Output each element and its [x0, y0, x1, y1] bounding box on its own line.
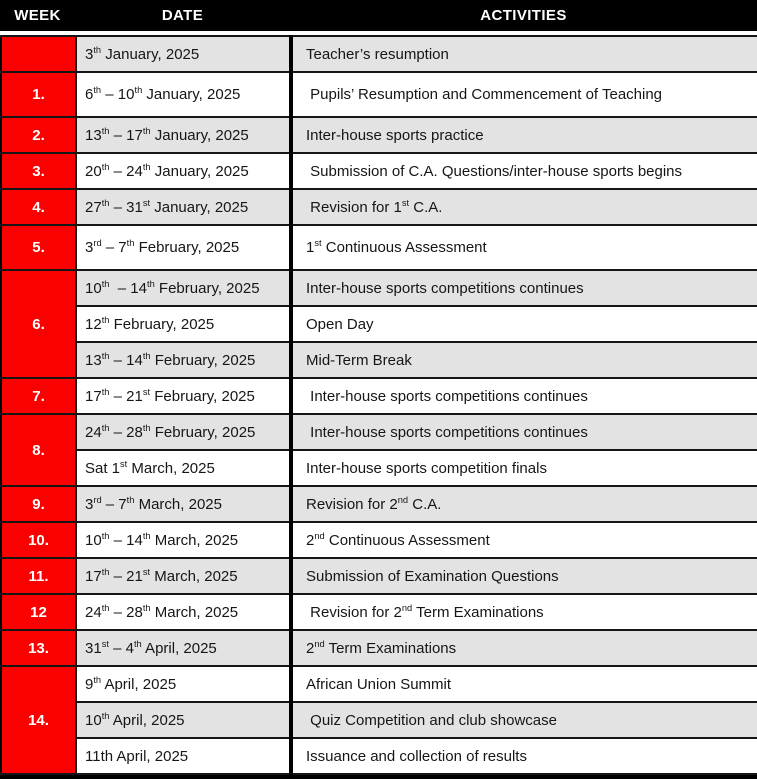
- week-cell: 5.: [1, 225, 76, 270]
- week-cell: 1.: [1, 72, 76, 117]
- date-cell: 6th – 10th January, 2025: [76, 72, 291, 117]
- activity-cell: Submission of C.A. Questions/inter-house sports begins: [291, 153, 757, 189]
- date-cell: Sat 1st March, 2025: [76, 450, 291, 486]
- date-cell: 13th – 14th February, 2025: [76, 342, 291, 378]
- table-row: [1, 594, 757, 630]
- activity-cell: 1st Continuous Assessment: [291, 225, 757, 270]
- week-cell: 13.: [1, 630, 76, 666]
- table-row: [1, 702, 757, 738]
- date-cell: 17th – 21st March, 2025: [76, 558, 291, 594]
- week-cell: 10.: [1, 522, 76, 558]
- week-cell: 4.: [1, 189, 76, 225]
- activity-cell: Teacher’s resumption: [291, 36, 757, 72]
- week-cell: 8.: [1, 414, 76, 486]
- date-cell: 10th – 14th March, 2025: [76, 522, 291, 558]
- table-row: [1, 630, 757, 666]
- table-row: [1, 72, 757, 117]
- table-row: [1, 738, 757, 774]
- date-cell: 17th – 21st February, 2025: [76, 378, 291, 414]
- table-row: [1, 117, 757, 153]
- table-row: [1, 225, 757, 270]
- date-cell: 13th – 17th January, 2025: [76, 117, 291, 153]
- activity-cell: African Union Summit: [291, 666, 757, 702]
- table-row: [1, 414, 757, 450]
- activity-cell: Inter-house sports competitions continues: [291, 378, 757, 414]
- table-row: [1, 522, 757, 558]
- table-row: [1, 486, 757, 522]
- activity-cell: Inter-house sports competition finals: [291, 450, 757, 486]
- table-row: [1, 36, 757, 72]
- table-row: [1, 450, 757, 486]
- table-header-row: [0, 0, 757, 31]
- date-cell: 9th April, 2025: [76, 666, 291, 702]
- activity-cell: Inter-house sports practice: [291, 117, 757, 153]
- table-row: [1, 270, 757, 306]
- activity-cell: Inter-house sports competitions continues: [291, 414, 757, 450]
- week-cell: 7.: [1, 378, 76, 414]
- col-header-date: DATE: [161, 7, 204, 24]
- week-cell: 3.: [1, 153, 76, 189]
- col-header-activities: ACTIVITIES: [480, 7, 567, 24]
- date-cell: 3rd – 7th February, 2025: [76, 225, 291, 270]
- date-cell: 24th – 28th February, 2025: [76, 414, 291, 450]
- col-header-week: WEEK: [14, 7, 61, 24]
- week-cell: 12: [1, 594, 76, 630]
- week-cell: [1, 36, 76, 72]
- table-row: [1, 189, 757, 225]
- schedule-table: [0, 35, 757, 775]
- date-cell: 10th April, 2025: [76, 702, 291, 738]
- date-cell: 3th January, 2025: [76, 36, 291, 72]
- activity-cell: Quiz Competition and club showcase: [291, 702, 757, 738]
- activity-cell: 2nd Term Examinations: [291, 630, 757, 666]
- table-row: [1, 378, 757, 414]
- date-cell: 27th – 31st January, 2025: [76, 189, 291, 225]
- activity-cell: Issuance and collection of results: [291, 738, 757, 774]
- table-row: [1, 666, 757, 702]
- table-row: [1, 342, 757, 378]
- activity-cell: Revision for 1st C.A.: [291, 189, 757, 225]
- week-cell: 9.: [1, 486, 76, 522]
- date-cell: 3rd – 7th March, 2025: [76, 486, 291, 522]
- activity-cell: Inter-house sports competitions continues: [291, 270, 757, 306]
- date-cell: 10th – 14th February, 2025: [76, 270, 291, 306]
- activity-cell: Pupils’ Resumption and Commencement of Teaching: [291, 72, 757, 117]
- week-cell: 11.: [1, 558, 76, 594]
- date-cell: 24th – 28th March, 2025: [76, 594, 291, 630]
- activity-cell: Revision for 2nd Term Examinations: [291, 594, 757, 630]
- date-cell: 31st – 4th April, 2025: [76, 630, 291, 666]
- week-cell: 2.: [1, 117, 76, 153]
- table-row: [1, 558, 757, 594]
- date-cell: 11th April, 2025: [76, 738, 291, 774]
- date-cell: 12th February, 2025: [76, 306, 291, 342]
- activity-cell: Submission of Examination Questions: [291, 558, 757, 594]
- activity-cell: Open Day: [291, 306, 757, 342]
- table-row: [1, 153, 757, 189]
- week-cell: 6.: [1, 270, 76, 378]
- date-cell: 20th – 24th January, 2025: [76, 153, 291, 189]
- table-row: [1, 306, 757, 342]
- activity-cell: Mid-Term Break: [291, 342, 757, 378]
- week-cell: 14.: [1, 666, 76, 774]
- activity-cell: Revision for 2nd C.A.: [291, 486, 757, 522]
- activity-cell: 2nd Continuous Assessment: [291, 522, 757, 558]
- table-bottom-border: [0, 775, 757, 779]
